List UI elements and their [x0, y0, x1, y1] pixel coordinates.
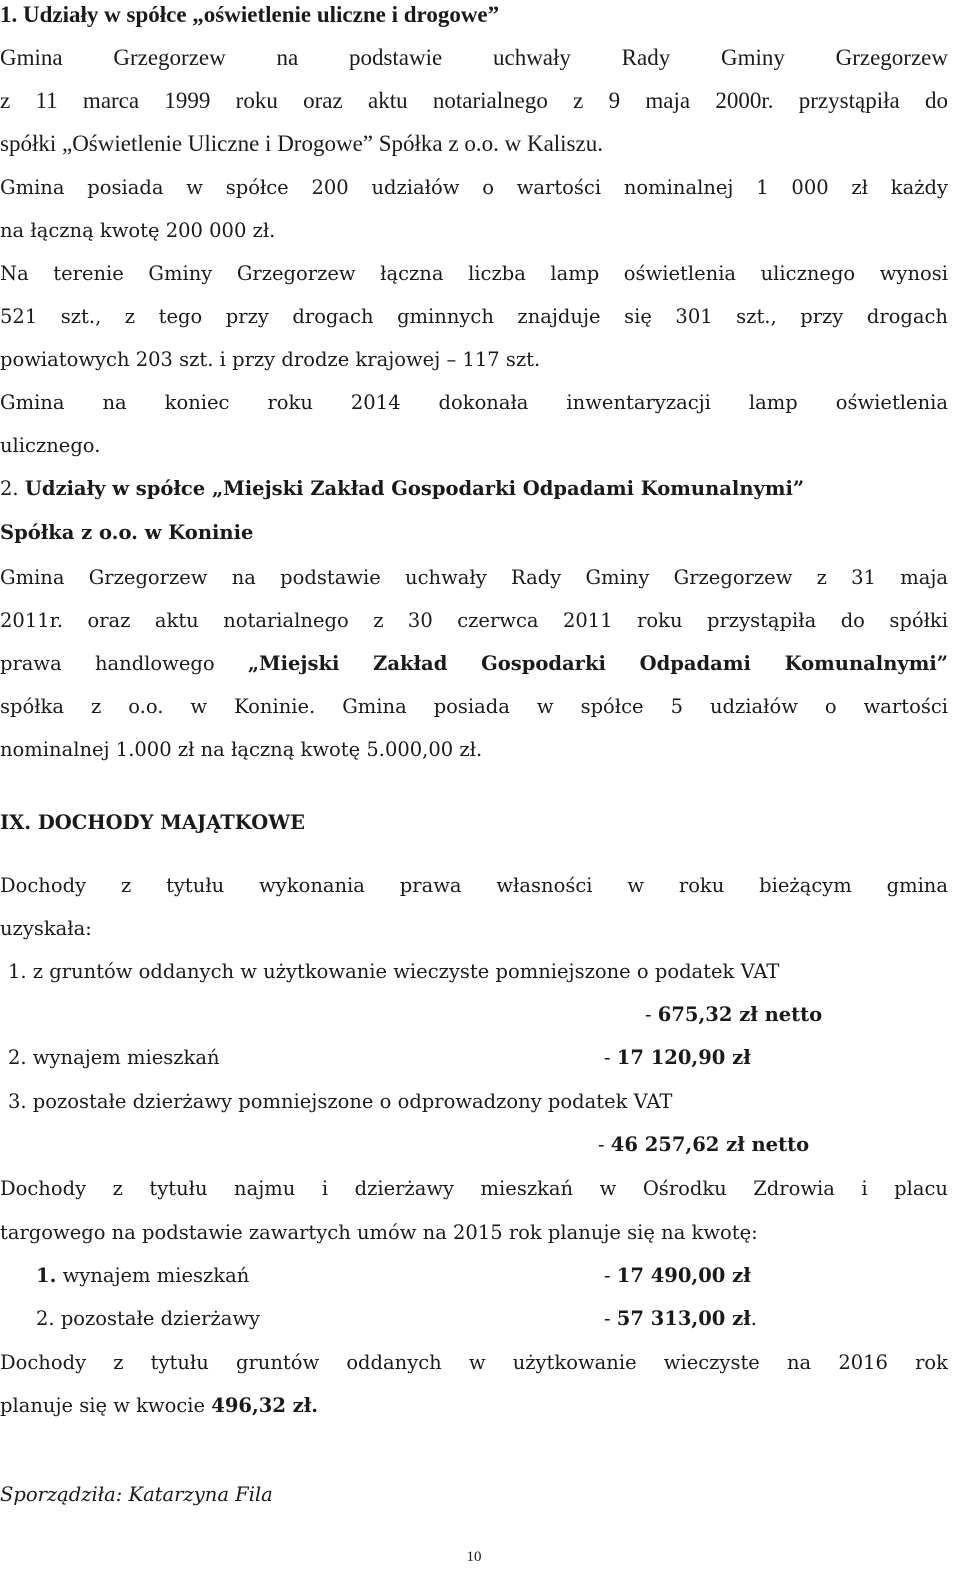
section-2-line-2: 2011r. oraz aktu notarialnego z 30 czerwca 2011 roku przystąpiła do spółki [0, 609, 948, 632]
rent-line-2: targowego na podstawie zawartych umów na 2015 rok planuje się na kwotę: [0, 1221, 758, 1244]
section-2-number: 2. [0, 477, 19, 500]
rent-line-1: Dochody z tytułu najmu i dzierżawy mieszkań w Ośrodku Zdrowia i placu [0, 1177, 948, 1200]
income-item-2-value: 17 120,90 zł [616, 1046, 751, 1069]
section-2-heading-line-1 [0, 474, 948, 504]
income-item-1-amount [645, 1000, 822, 1030]
land-line-2-prefix: planuje się w kwocie [0, 1394, 212, 1417]
section-ix-intro-1: Dochody z tytułu wykonania prawa własności w roku bieżącym gmina [0, 874, 948, 897]
section-2-line-3 [0, 649, 948, 679]
land-line-1: Dochody z tytułu gruntów oddanych w użytkowanie wieczyste na 2016 rok [0, 1351, 948, 1374]
shares-line-1: Gmina posiada w spółce 200 udziałów o wartości nominalnej 1 000 zł każdy [0, 176, 948, 199]
land-line-2 [0, 1391, 948, 1421]
income-item-1-value: 675,32 zł netto [657, 1003, 823, 1026]
lamps-line-2: 521 szt., z tego przy drogach gminnych znajduje się 301 szt., przy drogach [0, 305, 948, 328]
inventory-line-2: ulicznego. [0, 434, 101, 457]
planned-item-2-text: pozostałe dzierżawy [60, 1307, 261, 1330]
planned-item-2-suffix: . [750, 1307, 757, 1330]
planned-item-1-text: wynajem mieszkań [62, 1264, 250, 1287]
lamps-line-3: powiatowych 203 szt. i przy drodze krajowej – 117 szt. [0, 348, 541, 371]
section-1-heading [0, 0, 948, 30]
income-item-3-label: 3. pozostałe dzierżawy pomniejszone o odprowadzony podatek VAT [8, 1090, 673, 1113]
land-amount: 496,32 zł. [211, 1394, 319, 1417]
income-item-3-dash: - [598, 1133, 611, 1156]
company-name: „Miejski Zakład Gospodarki Odpadami Komunalnymi” [247, 652, 948, 675]
inventory-line-1: Gmina na koniec roku 2014 dokonała inwentaryzacji lamp oświetlenia [0, 391, 948, 414]
section-1-title: Udziały w spółce „oświetlenie uliczne i drogowe” [23, 2, 500, 27]
planned-item-2-dash: - [604, 1307, 617, 1330]
section-2-line-1: Gmina Grzegorzew na podstawie uchwały Rady Gminy Grzegorzew z 31 maja [0, 566, 948, 589]
lamps-line-1: Na terenie Gminy Grzegorzew łączna liczba lamp oświetlenia ulicznego wynosi [0, 262, 948, 285]
income-item-3-value: 46 257,62 zł netto [610, 1133, 810, 1156]
income-item-1-label: 1. z gruntów oddanych w użytkowanie wieczyste pomniejszone o podatek VAT [8, 960, 780, 983]
planned-item-2-label [36, 1304, 260, 1334]
section-ix-intro-2: uzyskała: [0, 917, 92, 940]
planned-item-2-value: 57 313,00 zł [616, 1307, 751, 1330]
section-2-title: Udziały w spółce „Miejski Zakład Gospodarki Odpadami Komunalnymi” [24, 477, 805, 500]
section-2-line-5: nominalnej 1.000 zł na łączną kwotę 5.000,00 zł. [0, 738, 483, 761]
shares-line-2: na łączną kwotę 200 000 zł. [0, 219, 276, 242]
planned-item-1-number: 1. [36, 1264, 57, 1287]
signature: Sporządziła: Katarzyna Fila [0, 1483, 273, 1506]
income-item-3-amount [598, 1130, 809, 1160]
income-item-1-dash: - [645, 1003, 658, 1026]
planned-item-2-amount [604, 1304, 757, 1334]
section-1-line-3: spółki „Oświetlenie Uliczne i Drogowe” Spółka z o.o. w Kaliszu. [0, 131, 603, 156]
section-ix-heading: IX. DOCHODY MAJĄTKOWE [0, 811, 305, 834]
income-item-2-amount [604, 1043, 751, 1073]
page-number: 10 [466, 1549, 482, 1565]
planned-item-2-number: 2. [36, 1307, 55, 1330]
income-item-2-label: 2. wynajem mieszkań [8, 1046, 220, 1069]
section-1-line-1: Gmina Grzegorzew na podstawie uchwały Rady Gminy Grzegorzew [0, 45, 948, 70]
section-2-line-3-prefix: prawa handlowego [0, 652, 248, 675]
section-1-number: 1. [0, 2, 18, 27]
planned-item-1-label [36, 1261, 249, 1291]
section-2-heading-line-2: Spółka z o.o. w Koninie [0, 521, 254, 544]
section-1-line-2: z 11 marca 1999 roku oraz aktu notarialnego z 9 maja 2000r. przystąpiła do [0, 88, 948, 113]
planned-item-1-dash: - [604, 1264, 617, 1287]
planned-item-1-amount [604, 1261, 751, 1291]
section-2-line-4: spółka z o.o. w Koninie. Gmina posiada w spółce 5 udziałów o wartości [0, 695, 948, 718]
income-item-2-dash: - [604, 1046, 617, 1069]
planned-item-1-value: 17 490,00 zł [616, 1264, 751, 1287]
